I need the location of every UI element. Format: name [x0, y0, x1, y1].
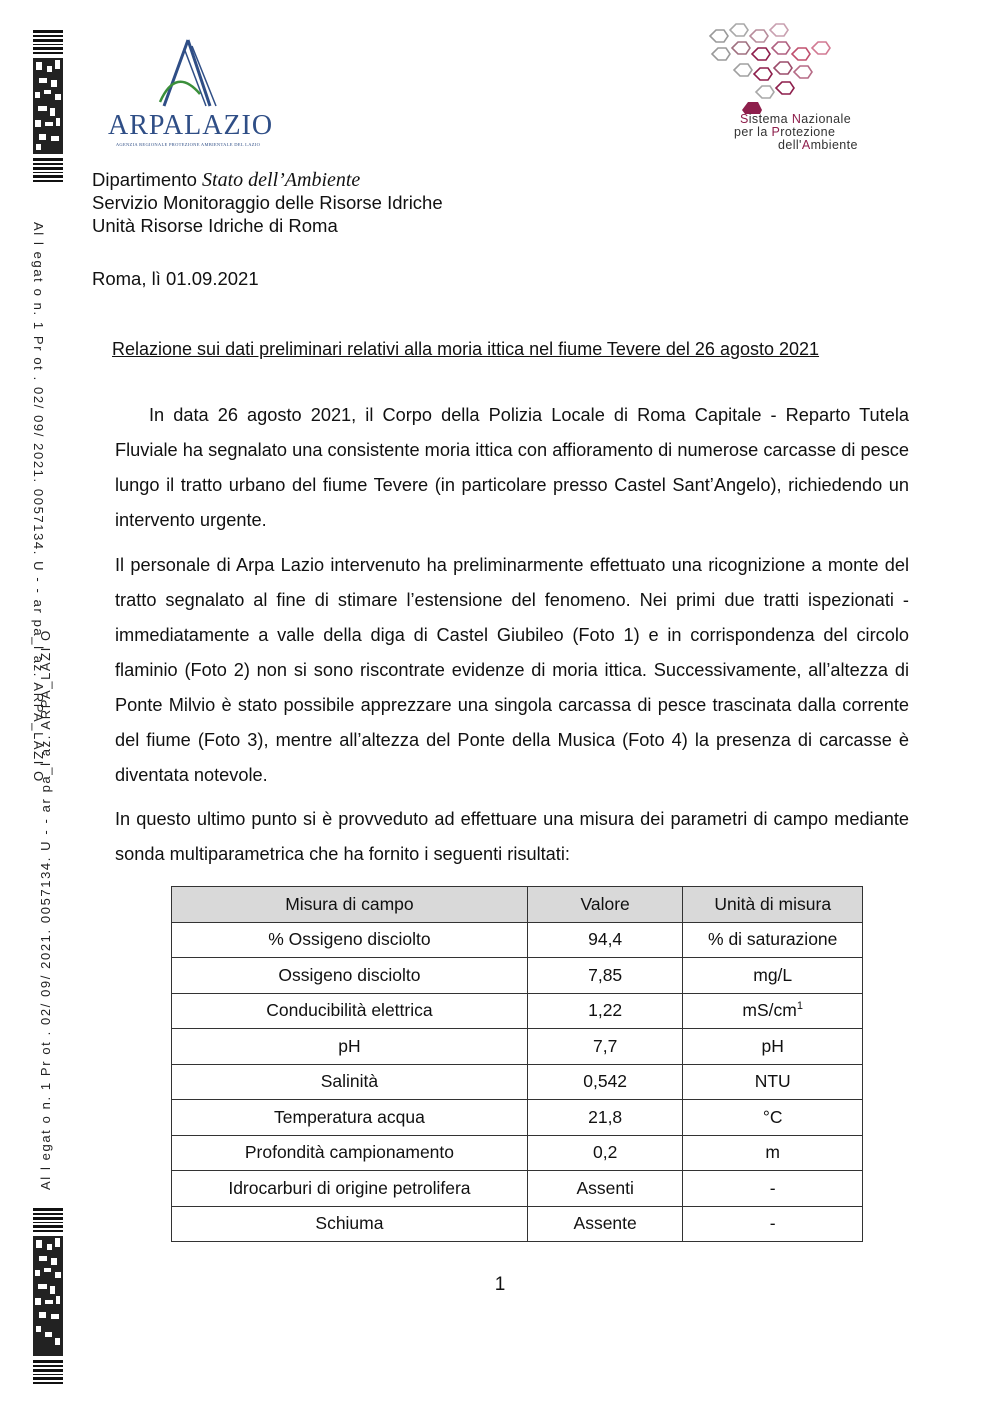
cell-unit: mg/L	[683, 958, 863, 994]
document-title: Relazione sui dati preliminari relativi alla moria ittica nel fiume Tevere del 26 agosto 2021	[112, 339, 820, 359]
cell-unit: NTU	[683, 1064, 863, 1100]
cell-measure: % Ossigeno disciolto	[172, 922, 528, 958]
table-row	[172, 1135, 863, 1171]
table-row	[172, 1206, 863, 1242]
snpa-line-1	[740, 112, 851, 126]
cell-unit-with-footnote	[683, 993, 863, 1029]
snpa-initial-p: P	[771, 125, 781, 139]
paragraph-1-text: In data 26 agosto 2021, il Corpo della Polizia Locale di Roma Capitale - Reparto Tutela Fluviale ha segnalato una consistente moria ittica con affioramento di numerose carcasse di pesce lungo il tratto urbano del fiume Tevere (in particolare presso Castel Sant’Angelo), richiedendo un intervento urgente.	[115, 405, 909, 530]
table-row	[172, 922, 863, 958]
paragraph-2	[115, 548, 909, 793]
snpa-text-3a: dell'	[778, 138, 802, 152]
cell-measure: Conducibilità elettrica	[172, 993, 528, 1029]
field-measurements-table	[171, 886, 863, 1242]
cell-measure: Idrocarburi di origine petrolifera	[172, 1171, 528, 1207]
table-row	[172, 958, 863, 994]
arpa-lazio-logo	[104, 36, 274, 152]
protocol-stamp-bottom: Al l egat o n. 1 Pr ot . 02/ 09/ 2021. 0057134. U - - ar pa_l az. ARPA_LAZI O	[38, 629, 53, 1190]
table-row	[172, 993, 863, 1029]
cell-unit: % di saturazione	[683, 922, 863, 958]
cell-value: Assenti	[527, 1171, 683, 1207]
hexagon-cluster-icon	[700, 22, 840, 114]
barcode-top	[33, 30, 63, 182]
table-row	[172, 1171, 863, 1207]
table-row	[172, 1029, 863, 1065]
paragraph-3-text: In questo ultimo punto si è provveduto ad effettuare una misura dei parametri di campo mediante sonda multiparametrica che ha fornito i seguenti risultati:	[115, 809, 909, 864]
department-line	[92, 168, 360, 192]
arpa-logo-name: ARPALAZIO	[108, 110, 274, 141]
snpa-text-1b: azionale	[801, 112, 852, 126]
cell-measure: Ossigeno disciolto	[172, 958, 528, 994]
snpa-line-3	[778, 138, 858, 152]
department-label: Dipartimento	[92, 169, 203, 190]
cell-value: 0,2	[527, 1135, 683, 1171]
cell-measure: Schiuma	[172, 1206, 528, 1242]
cell-value: 0,542	[527, 1064, 683, 1100]
cell-unit: pH	[683, 1029, 863, 1065]
cell-unit: -	[683, 1206, 863, 1242]
snpa-text-1a: istema	[748, 112, 792, 126]
snpa-initial-a: A	[801, 138, 811, 152]
cell-unit: m	[683, 1135, 863, 1171]
department-name: Stato dell’Ambiente	[202, 169, 361, 191]
paragraph-2-text: Il personale di Arpa Lazio intervenuto ha preliminarmente effettuato una ricognizione a monte del tratto segnalato al fine di stimare l’estensione del fenomeno. Nei primi due tratti ispezionati - immediatamente a valle della diga di Castel Giubileo (Foto 1) e in corrispondenza del circolo flaminio (Foto 2) non si sono riscontrate evidenze di moria ittica. Successivamente, all’altezza di Ponte Milvio è stato possibile apprezzare una singola carcassa di pesce trascinata dalla corrente del fiume (Foto 3), mentre all’altezza del Ponte della Musica (Foto 4) la presenza di carcasse è diventata notevole.	[115, 555, 909, 785]
cell-value: 94,4	[527, 922, 683, 958]
paragraph-1	[115, 398, 909, 538]
table-header-row	[172, 887, 863, 923]
snpa-initial-s: S	[740, 112, 749, 126]
footnote-mark: 1	[796, 1000, 803, 1013]
header-value: Valore	[527, 887, 683, 923]
service-line: Servizio Monitoraggio delle Risorse Idriche	[92, 192, 443, 213]
table-row	[172, 1064, 863, 1100]
arpa-logo-subtitle: AGENZIA REGIONALE PROTEZIONE AMBIENTALE DEL LAZIO	[115, 142, 261, 147]
snpa-logo	[696, 22, 906, 154]
cell-value: 7,85	[527, 958, 683, 994]
page-number: 1	[494, 1274, 506, 1295]
snpa-text-3b: mbiente	[810, 138, 858, 152]
barcode-bottom	[33, 1208, 63, 1384]
cell-measure: Profondità campionamento	[172, 1135, 528, 1171]
cell-value: Assente	[527, 1206, 683, 1242]
snpa-initial-n: N	[791, 112, 802, 126]
header-unit: Unità di misura	[683, 887, 863, 923]
cell-value: 1,22	[527, 993, 683, 1029]
cell-unit: mS/cm	[742, 1000, 797, 1021]
protocol-stamp-top: Al l egat o n. 1 Pr ot . 02/ 09/ 2021. 0057134. U - - ar pa_l az. ARPA_LAZI O	[31, 222, 46, 783]
cell-measure: Temperatura acqua	[172, 1100, 528, 1136]
cell-measure: pH	[172, 1029, 528, 1065]
snpa-text-2b: rotezione	[780, 125, 836, 139]
arpa-mountain-icon	[104, 36, 270, 112]
paragraph-3	[115, 802, 909, 872]
cell-value: 21,8	[527, 1100, 683, 1136]
table-row	[172, 1100, 863, 1136]
cell-value: 7,7	[527, 1029, 683, 1065]
header-measure: Misura di campo	[172, 887, 528, 923]
document-date: Roma, lì 01.09.2021	[92, 268, 259, 289]
cell-unit: -	[683, 1171, 863, 1207]
cell-unit: °C	[683, 1100, 863, 1136]
snpa-line-2	[734, 125, 835, 139]
snpa-text-2a: per la	[734, 125, 772, 139]
cell-measure: Salinità	[172, 1064, 528, 1100]
unit-line: Unità Risorse Idriche di Roma	[92, 215, 338, 236]
